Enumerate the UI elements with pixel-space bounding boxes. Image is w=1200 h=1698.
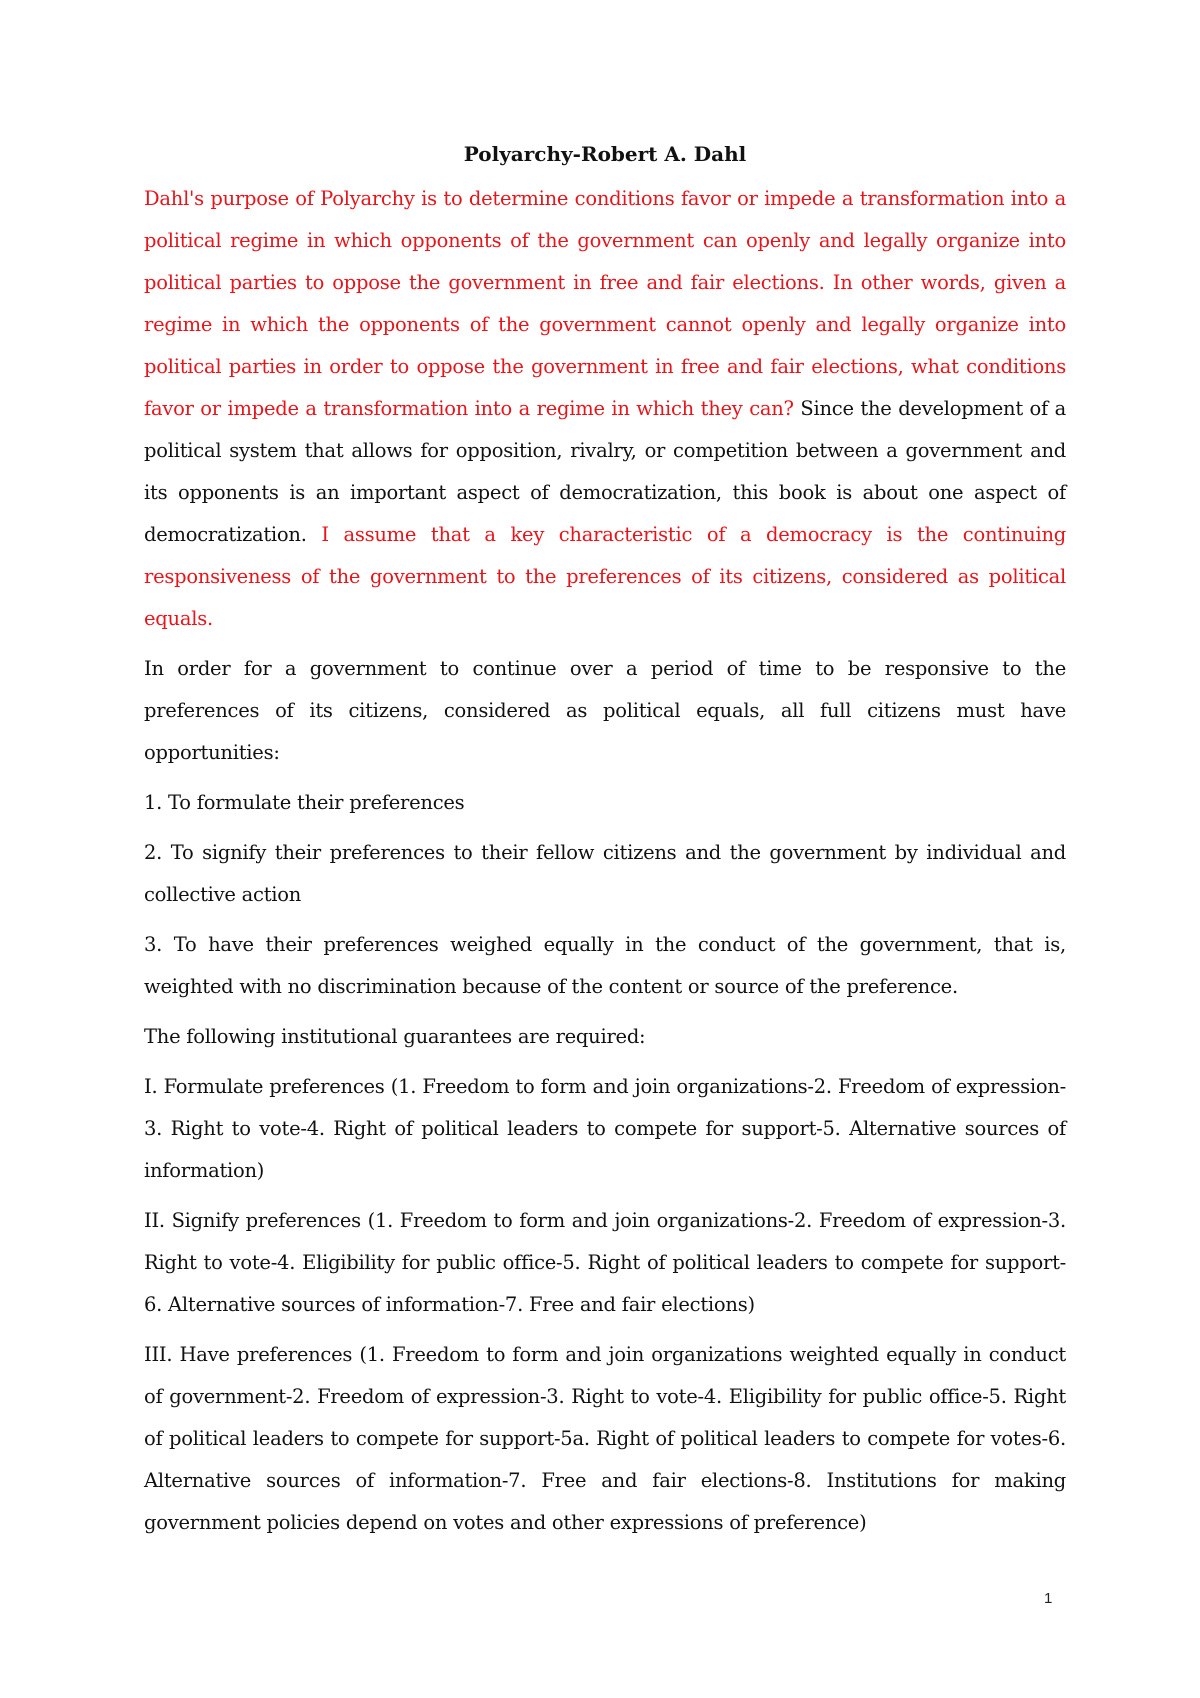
body-text-democratization: Since the development of a political system that allows for opposition, rivalry, or competition between a government and its opponents is an important aspect of democratization, this book is about one aspect of democratization.: [144, 397, 1066, 546]
page-title: Polyarchy-Robert A. Dahl: [463, 142, 747, 166]
guarantees-intro: The following institutional guarantees are required:: [144, 1025, 646, 1048]
highlighted-text-assumption: I assume that a key characteristic of a democracy is the continuing responsiveness of the government to the preferences of its citizens, considered as political equals.: [144, 523, 1066, 630]
guarantee-item-3: III. Have preferences (1. Freedom to form and join organizations weighted equally in conduct of government-2. Freedom of expression-3. Right to vote-4. Eligibility for public office-5. Right of political leaders to compete for support-5a. Right of political leaders to compete for votes-6. Alternative sources of information-7. Free and fair elections-8. Institutions for making government policies depend on votes and other expressions of preference): [144, 1343, 1066, 1534]
opportunities-intro: In order for a government to continue over a period of time to be responsive to the preferences of its citizens, considered as political equals, all full citizens must have opportunities:: [144, 657, 1066, 764]
guarantee-item-2: II. Signify preferences (1. Freedom to form and join organizations-2. Freedom of expression-3. Right to vote-4. Eligibility for public office-5. Right of political leaders to compete for support-6. Alternative sources of information-7. Free and fair elections): [144, 1209, 1066, 1316]
opportunity-item-2: 2. To signify their preferences to their fellow citizens and the government by individual and collective action: [144, 841, 1066, 906]
intro-paragraph: [144, 178, 1066, 640]
highlighted-text-purpose: Dahl's purpose of Polyarchy is to determine conditions favor or impede a transformation into a political regime in which opponents of the government can openly and legally organize into political parties to oppose the government in free and fair elections. In other words, given a regime in which the opponents of the government cannot openly and legally organize into political parties in order to oppose the government in free and fair elections, what conditions favor or impede a transformation into a regime in which they can?: [144, 187, 1066, 420]
opportunity-item-1: 1. To formulate their preferences: [144, 791, 465, 814]
page-content: [144, 140, 1066, 1552]
guarantee-item-1: I. Formulate preferences (1. Freedom to form and join organizations-2. Freedom of expression-3. Right to vote-4. Right of political leaders to compete for support-5. Alternative sources of information): [144, 1075, 1066, 1182]
page-number: 1: [1044, 1590, 1053, 1607]
opportunity-item-3: 3. To have their preferences weighed equally in the conduct of the government, that is, weighted with no discrimination because of the content or source of the preference.: [144, 933, 1066, 998]
